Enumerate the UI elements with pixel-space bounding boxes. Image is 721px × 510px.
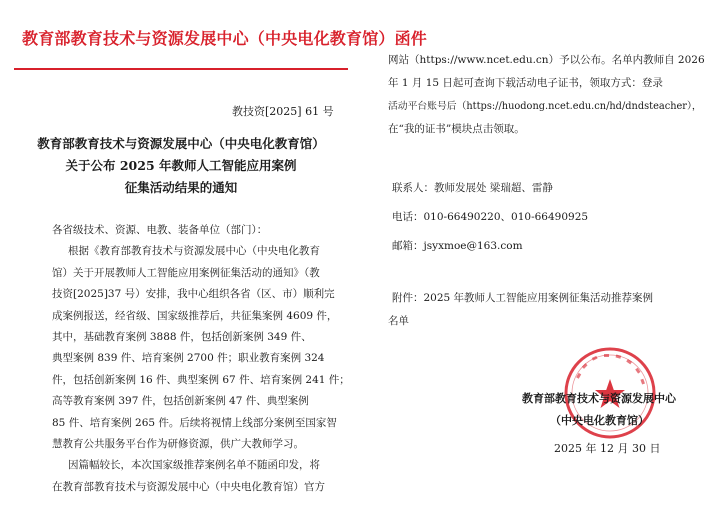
title-line-3: 征集活动结果的通知 <box>124 180 238 195</box>
body-line: 在教育部教育技术与资源发展中心（中央电化教育馆）官方 <box>52 480 325 493</box>
contact-phone: 电话：010-66490220、010-66490925 <box>392 211 589 223</box>
notice-body <box>52 220 352 498</box>
letterhead-title: 教育部教育技术与资源发展中心（中央电化教育馆）函件 <box>22 29 428 48</box>
notice-title <box>8 133 354 199</box>
signature-date: 2025 年 12 月 30 日 <box>554 442 661 455</box>
contact-person: 联系人：教师发展处 梁瑞超、雷静 <box>392 182 553 194</box>
document-number: 教技资[2025] 61 号 <box>232 105 334 118</box>
title-line-1: 教育部教育技术与资源发展中心（中央电化教育馆） <box>37 136 325 151</box>
right-page <box>362 0 721 510</box>
continuation-line: 在“我的证书”模块点击领取。 <box>388 123 525 135</box>
body-line: 件，包括创新案例 16 件、典型案例 67 件、培育案例 241 件； <box>52 373 350 386</box>
continuation-line: 网站（https://www.ncet.edu.cn）予以公布。名单内教师自 2026 <box>388 54 705 66</box>
title-line-2: 关于公布 2025 年教师人工智能应用案例 <box>65 158 297 173</box>
signature-organization: 教育部教育技术与资源发展中心 <box>522 392 676 405</box>
body-line: 因篇幅较长，本次国家级推荐案例名单不随函印发，将 <box>68 459 320 472</box>
letterhead-red-rule <box>14 68 348 70</box>
attachment-line: 附件：2025 年教师人工智能应用案例征集活动推荐案例 <box>392 292 654 304</box>
contact-email: 邮箱：jsyxmoe@163.com <box>392 240 523 252</box>
body-line: 根据《教育部教育技术与资源发展中心（中央电化教育 <box>68 245 320 258</box>
attachment-line-continued: 名单 <box>388 315 409 327</box>
body-line: 馆）关于开展教师人工智能应用案例征集活动的通知》（教 <box>52 266 320 279</box>
body-line: 85 件、培育案例 265 件。后续将视情上线部分案例至国家智 <box>52 416 337 429</box>
signature-organization-alt: （中央电化教育馆） <box>550 414 649 427</box>
body-line: 典型案例 839 件、培育案例 2700 件；职业教育案例 324 <box>52 352 325 365</box>
continuation-line: 年 1 月 15 日起可查询下载活动电子证书，领取方式：登录 <box>388 77 663 89</box>
body-line: 技资[2025]37 号）安排，我中心组织各省（区、市）顺利完 <box>52 288 335 301</box>
body-line: 其中，基础教育案例 3888 件，包括创新案例 349 件、 <box>52 331 312 344</box>
continuation-line: 活动平台账号后（https://huodong.ncet.edu.cn/hd/dndsteacher）， <box>388 101 702 112</box>
body-line: 慧教育公共服务平台作为研修资源，供广大教师学习。 <box>52 438 304 451</box>
salutation: 各省级技术、资源、电教、装备单位（部门）： <box>52 224 268 236</box>
body-line: 高等教育案例 397 件，包括创新案例 47 件、典型案例 <box>52 395 309 408</box>
body-line: 成案例报送，经省级、国家级推荐后，共征集案例 4609 件， <box>52 309 338 322</box>
